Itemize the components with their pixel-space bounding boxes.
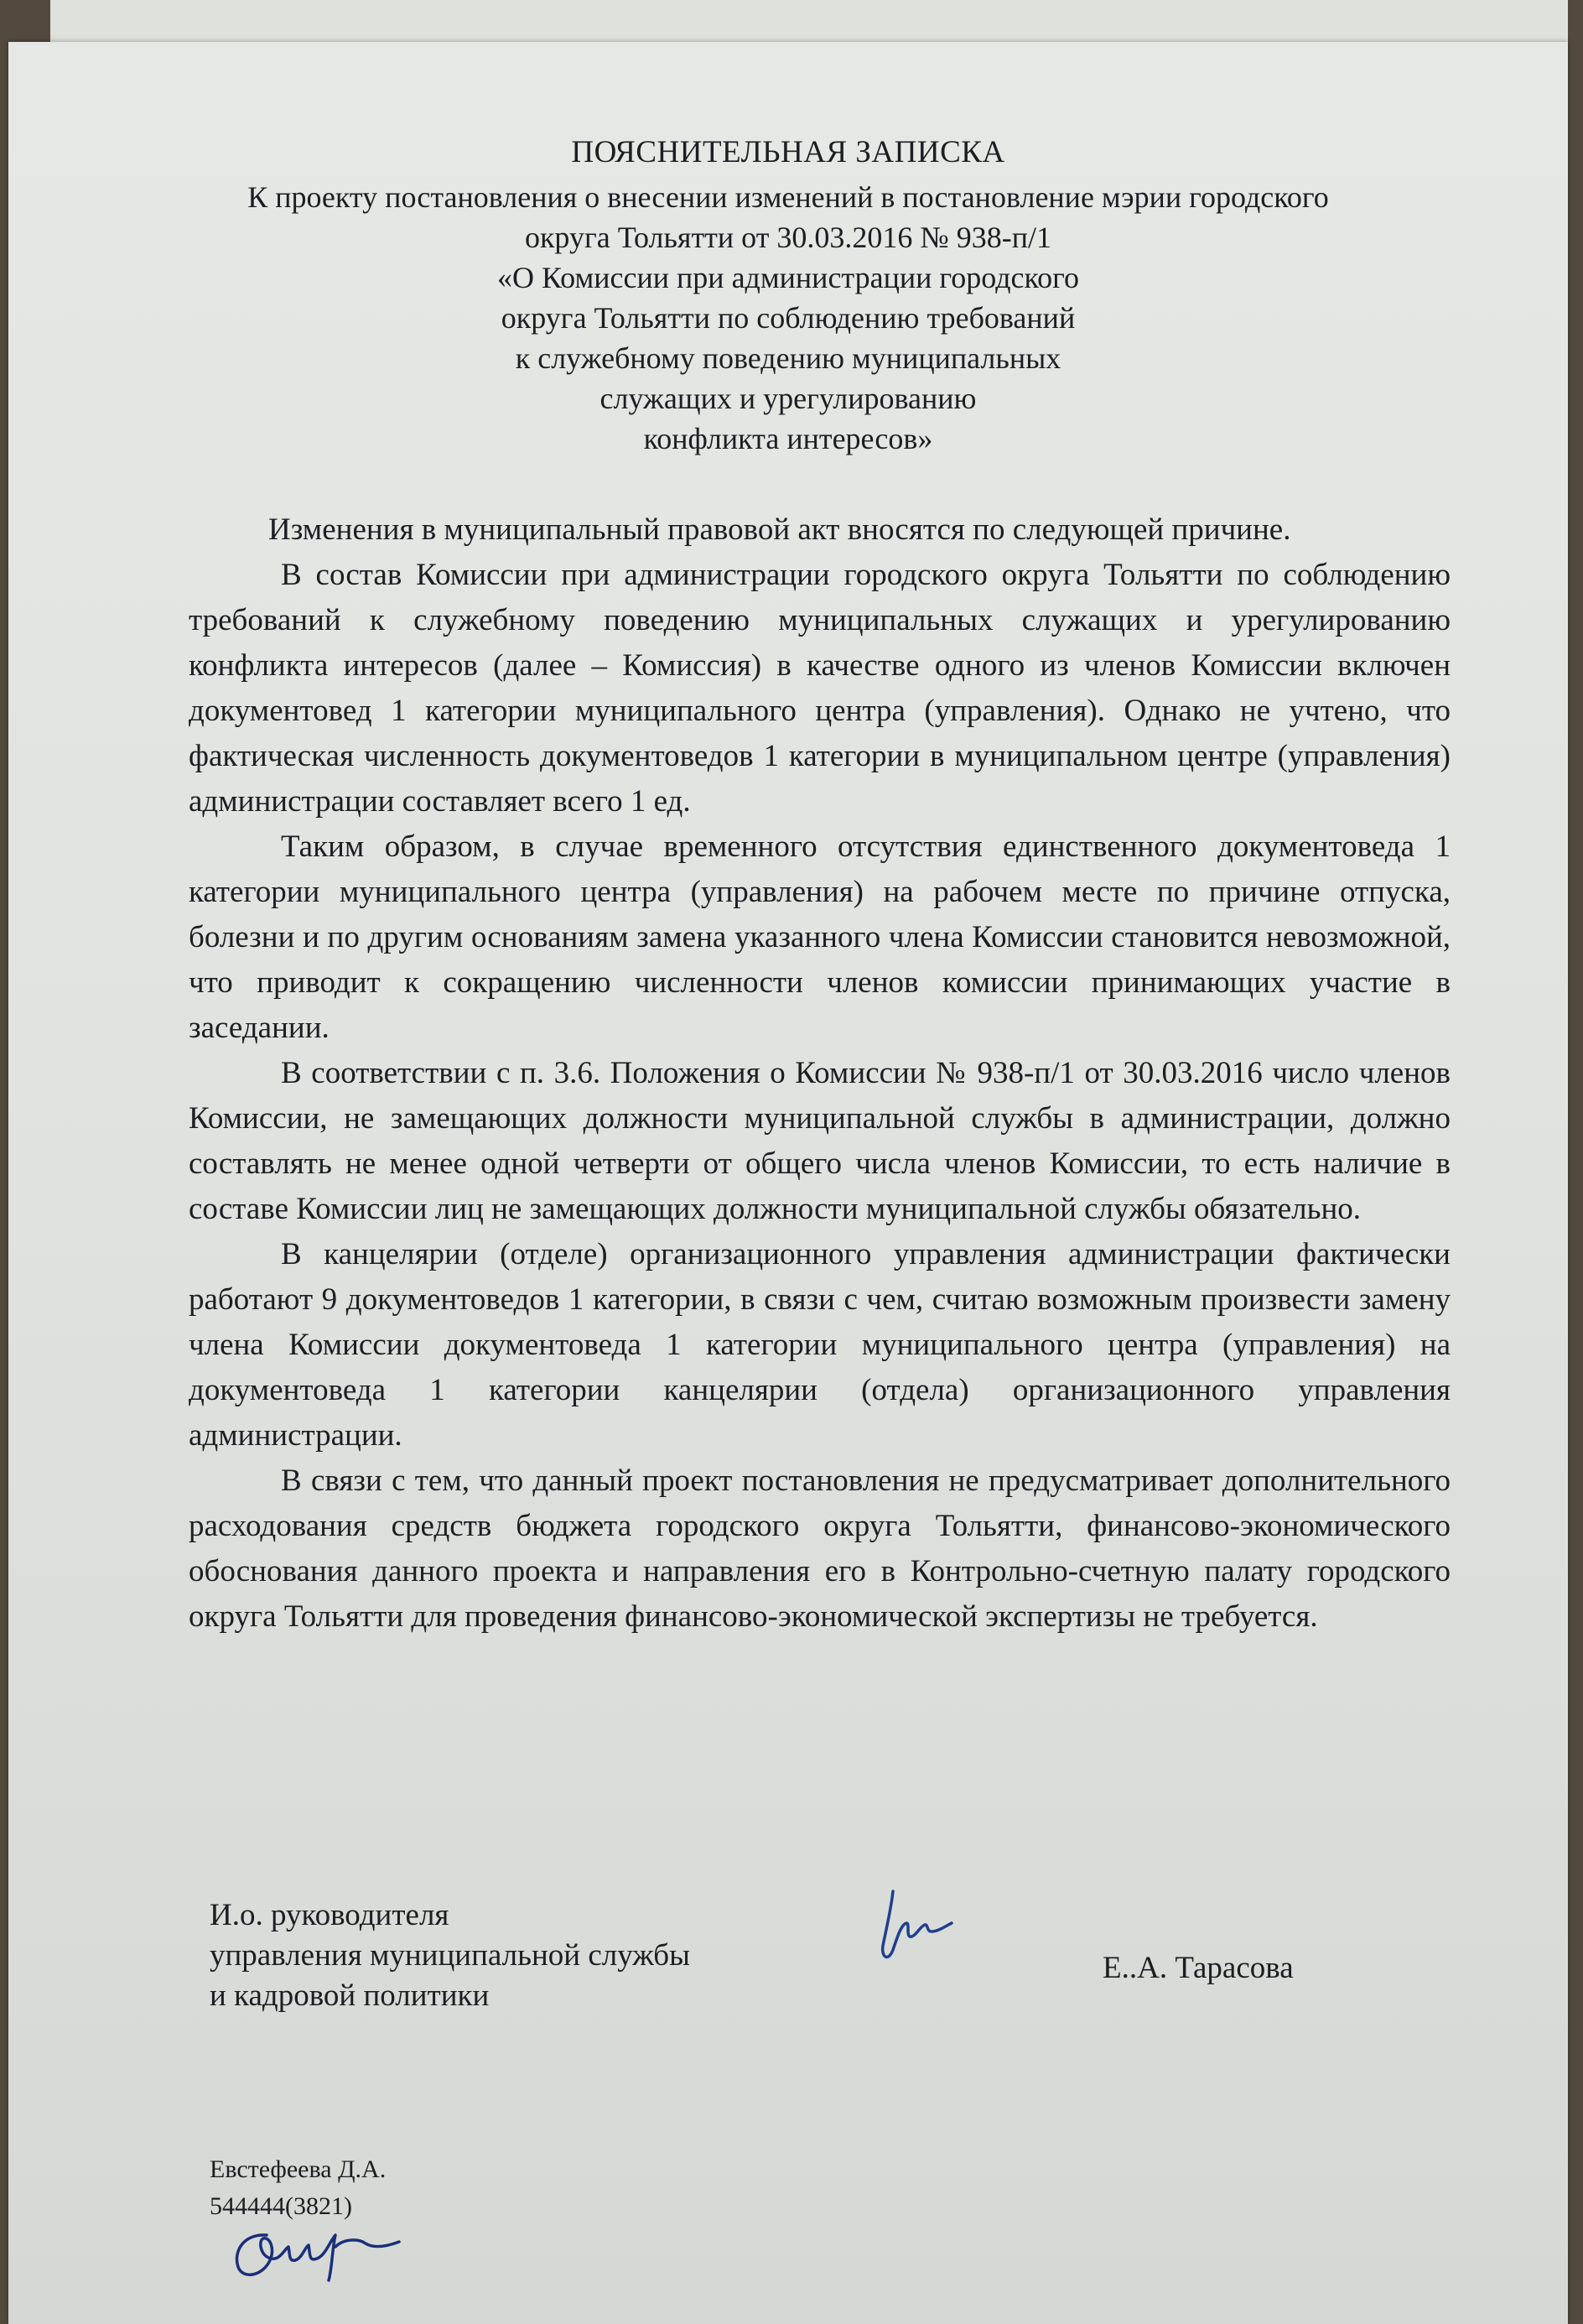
paragraph: Таким образом, в случае временного отсутствия единственного документоведа 1 категории муниципального центра (управления) на рабочем месте по причине отпуска, болезни и по другим основаниям замена указанного члена Комиссии становится невозможной, что приводит к сокращению численности членов комиссии принимающих участие в заседании. xyxy=(189,829,1451,1045)
subtitle-line: служащих и урегулированию xyxy=(599,382,977,415)
signatory-position-line: И.о. руководителя xyxy=(210,1898,449,1932)
signatory-position-line: и кадровой политики xyxy=(210,1978,490,2013)
signatory-name: Е..А. Тарасова xyxy=(1103,1951,1294,1985)
subtitle-line: к служебному поведению муниципальных xyxy=(515,341,1061,375)
subtitle-line: «О Комиссии при администрации городского xyxy=(496,261,1080,294)
paragraph: Изменения в муниципальный правовой акт вносятся по следующей причине. xyxy=(268,512,1291,547)
signatory-position xyxy=(210,1895,690,2016)
document-body xyxy=(189,507,1451,1640)
paragraph: В состав Комиссии при администрации городского округа Тольятти по соблюдению требований к служебному поведению муниципальных служащих и урегулированию конфликта интересов (далее – Комиссия) в качестве одного из членов Комиссии включен документовед 1 категории муниципального центра (управления). Однако не учтено, что фактическая численность документоведов 1 категории в муниципальном центре (управления) администрации составляет всего 1 ед. xyxy=(189,558,1451,819)
subtitle-line: округа Тольятти по соблюдению требований xyxy=(501,301,1076,335)
document-header xyxy=(8,134,1568,459)
paragraph: В соответствии с п. 3.6. Положения о Комиссии № 938-п/1 от 30.03.2016 число членов Комиссии, не замещающих должности муниципальной службы в администрации, должно составлять не менее одной четверти от общего числа членов Комиссии, то есть наличие в составе Комиссии лиц не замещающих должности муниципальной службы обязательно. xyxy=(189,1056,1451,1226)
subtitle-line: конфликта интересов» xyxy=(643,422,933,455)
subtitle-line: округа Тольятти от 30.03.2016 № 938-п/1 xyxy=(524,221,1052,254)
signatory-position-line: управления муниципальной службы xyxy=(210,1938,690,1973)
executor-name: Евстефеева Д.А. xyxy=(210,2155,387,2183)
document-title: ПОЯСНИТЕЛЬНАЯ ЗАПИСКА xyxy=(571,135,1005,169)
paragraph: В канцелярии (отделе) организационного управления администрации фактически работают 9 документоведов 1 категории, в связи с чем, считаю возможным произвести замену члена Комиссии документоведа 1 категории муниципального центра (управления) на документоведа 1 категории канцелярии (отдела) организационного управления администрации. xyxy=(189,1237,1451,1453)
handwritten-signature xyxy=(868,1883,960,1975)
paragraph: В связи с тем, что данный проект постановления не предусматривает дополнительного расходования средств бюджета городского округа Тольятти, финансово-экономического обоснования данного проекта и направления его в Контрольно-счетную палату городского округа Тольятти для проведения финансово-экономической экспертизы не требуется. xyxy=(189,1464,1451,1634)
document-page xyxy=(8,42,1568,2324)
subtitle-line: К проекту постановления о внесении изменений в постановление мэрии городского xyxy=(247,180,1329,214)
handwritten-initials xyxy=(226,2210,428,2285)
executor-phone: 544444(3821) xyxy=(210,2192,352,2220)
